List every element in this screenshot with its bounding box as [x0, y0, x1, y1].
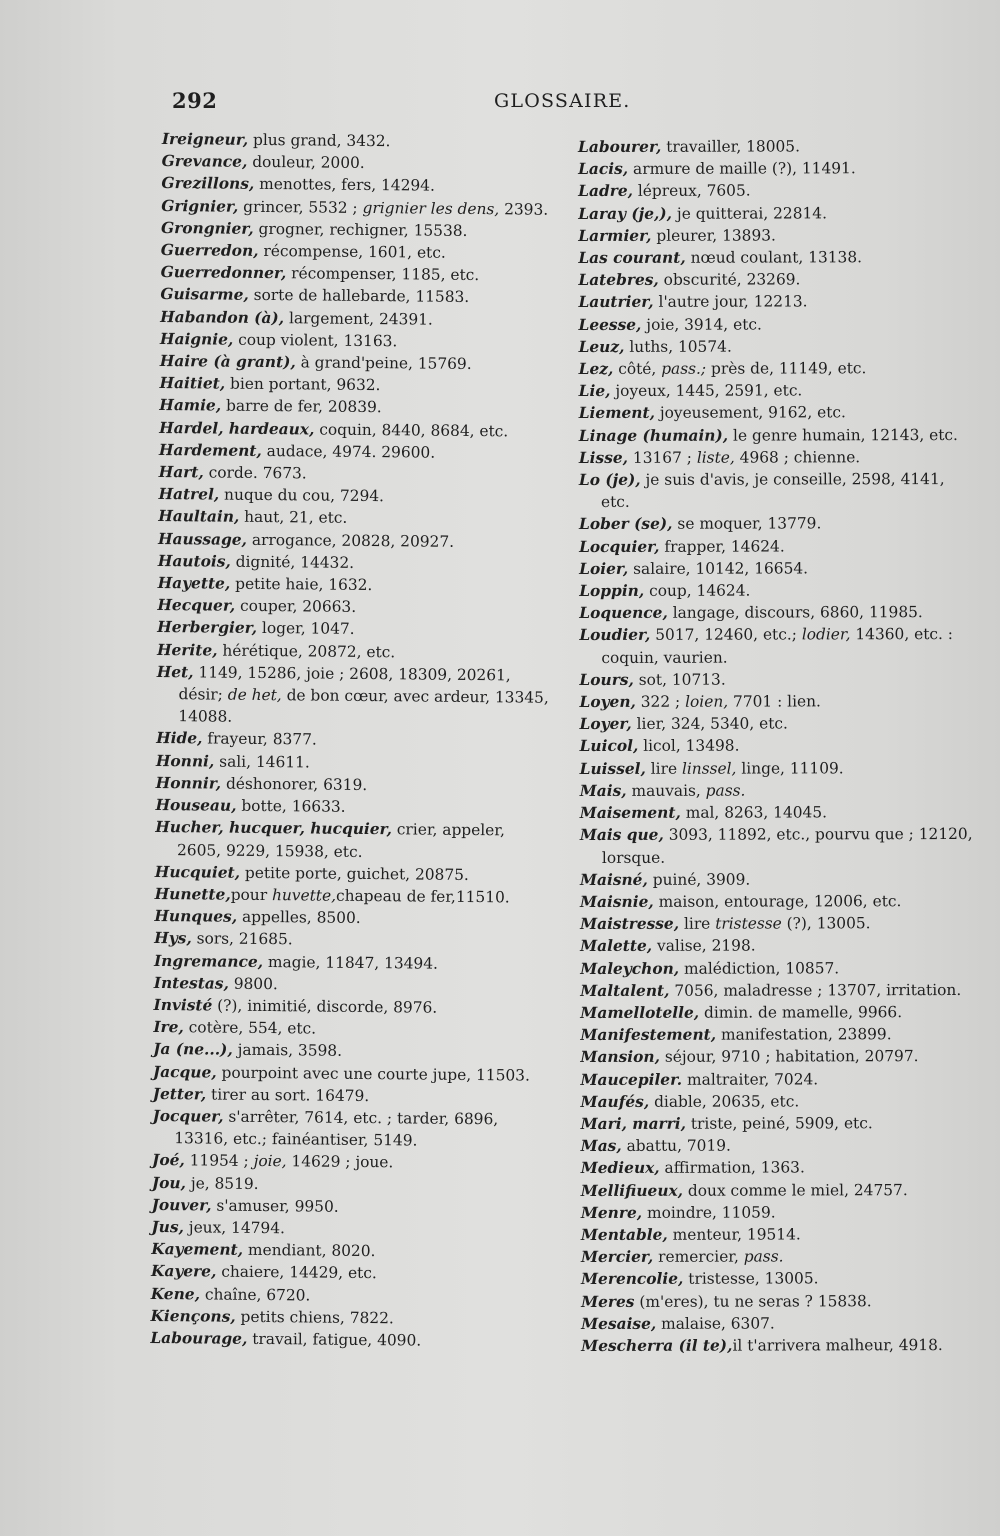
- glossary-entry: [580, 1067, 975, 1090]
- headword: Las courant,: [578, 248, 686, 268]
- definition: sot, 10713.: [633, 670, 726, 689]
- definition: je suis d'avis, je conseille, 2598, 4141, etc.: [600, 470, 945, 512]
- definition: lire: [679, 914, 716, 933]
- definition: diable, 20635, etc.: [649, 1092, 800, 1111]
- glossary-entry: [579, 335, 974, 358]
- headword: Loquence,: [579, 604, 668, 623]
- glossary-entry: [580, 757, 975, 780]
- glossary-entry: [581, 1267, 976, 1290]
- definition: haut, 21, etc.: [239, 508, 348, 528]
- glossary-entry: [155, 816, 550, 864]
- definition: 322 ;: [635, 692, 686, 711]
- glossary-entry: [150, 1327, 545, 1353]
- headword: Haultain,: [158, 507, 240, 527]
- variant-form: lodier,: [801, 625, 851, 644]
- headword: Grignier,: [161, 196, 239, 216]
- headword: Hys,: [154, 929, 192, 948]
- definition: 13167 ;: [627, 448, 697, 467]
- glossary-entry: [158, 505, 553, 531]
- headword: Luicol,: [579, 737, 639, 756]
- definition: petite haie, 1632.: [230, 574, 373, 595]
- definition: remercier,: [653, 1247, 744, 1266]
- headword: Mari, marri,: [580, 1114, 686, 1133]
- headword: Menre,: [580, 1203, 643, 1222]
- definition: mauvais,: [626, 781, 706, 800]
- headword: Mas,: [580, 1137, 622, 1156]
- glossary-entry: [579, 512, 974, 535]
- definition: se moquer, 13779.: [672, 514, 822, 534]
- glossary-entry: [578, 246, 973, 269]
- headword: Jus,: [151, 1217, 185, 1237]
- definition: 11954 ;: [184, 1151, 254, 1171]
- glossary-entry: [578, 179, 973, 202]
- headword: Laray (je,),: [578, 204, 673, 223]
- glossary-column-right: [578, 135, 976, 1357]
- glossary-entry: [580, 979, 975, 1002]
- definition: lier, 324, 5340, etc.: [631, 714, 788, 734]
- glossary-entry: [581, 1112, 976, 1135]
- definition: 14629 ; joue.: [286, 1152, 394, 1172]
- headword: Mais que,: [579, 826, 664, 845]
- glossary-entry: [581, 1334, 976, 1357]
- headword: Maucepiler.: [580, 1070, 683, 1089]
- definition: largement, 24391.: [284, 308, 433, 329]
- definition: couper, 20663.: [235, 596, 357, 617]
- headword: Haignie,: [159, 329, 234, 349]
- headword: Jocquer,: [152, 1106, 224, 1126]
- headword: Manifestement,: [580, 1025, 717, 1045]
- definition: langage, discours, 6860, 11985.: [667, 603, 923, 623]
- variant-form: liste,: [696, 448, 735, 467]
- headword: Maistresse,: [580, 914, 680, 934]
- definition: maison, entourage, 12006, etc.: [653, 892, 902, 911]
- headword: Mescherra (il te),: [581, 1336, 733, 1355]
- definition: arrogance, 20828, 20927.: [246, 530, 455, 551]
- definition: côté,: [613, 359, 662, 378]
- definition: jamais, 3598.: [232, 1041, 343, 1061]
- headword: Loyer,: [579, 715, 632, 734]
- definition: récompenser, 1185, etc.: [286, 264, 480, 285]
- definition: 7701 : lien.: [728, 692, 821, 711]
- headword: Lacis,: [578, 160, 629, 179]
- definition: 9800.: [228, 974, 278, 993]
- definition: menottes, fers, 14294.: [254, 175, 435, 196]
- definition: (?), 13005.: [781, 914, 871, 933]
- definition: tirer au sort. 16479.: [206, 1085, 370, 1105]
- glossary-entry: [579, 357, 974, 380]
- definition: magie, 11847, 13494.: [262, 952, 439, 973]
- glossary-entry: [578, 135, 973, 158]
- variant-form: tristesse: [715, 914, 782, 933]
- headword: Lez,: [578, 359, 614, 379]
- definition: maltraiter, 7024.: [682, 1069, 819, 1089]
- headword: Guerredon,: [160, 241, 259, 260]
- definition: douleur, 2000.: [247, 153, 365, 173]
- headword: Haire (à grant),: [159, 352, 296, 372]
- definition: menteur, 19514.: [667, 1225, 801, 1244]
- glossary-entry: [152, 1105, 547, 1153]
- definition: frapper, 14624.: [659, 537, 785, 556]
- definition: travailler, 18005.: [661, 137, 800, 156]
- headword: Maisné,: [579, 870, 648, 889]
- headword: Leuz,: [578, 337, 625, 356]
- variant-form: pass.: [743, 1247, 784, 1266]
- headword: Grezillons,: [161, 174, 255, 194]
- headword: Lisse,: [578, 448, 629, 467]
- glossary-entry: [579, 601, 974, 624]
- definition: armure de maille (?), 11491.: [628, 159, 856, 179]
- headword: Maltalent,: [580, 981, 670, 1000]
- glossary-entry: [580, 1045, 975, 1068]
- definition: grogner, rechigner, 15538.: [253, 219, 468, 240]
- headword: Mercier,: [580, 1247, 654, 1267]
- definition: travail, fatigue, 4090.: [247, 1329, 422, 1350]
- definition: pour: [230, 885, 273, 904]
- definition: mal, 8263, 14045.: [680, 803, 828, 822]
- glossary-entry: [581, 1179, 976, 1202]
- variant-form: pass.: [705, 781, 746, 800]
- definition: le genre humain, 12143, etc.: [728, 425, 958, 445]
- headword: Houseau,: [155, 796, 237, 815]
- glossary-entry: [154, 927, 549, 953]
- definition: joyeux, 1445, 2591, etc.: [610, 381, 803, 401]
- definition: dimin. de mamelle, 9966.: [699, 1003, 903, 1022]
- glossary-entry: [580, 912, 975, 935]
- headword: Hunques,: [154, 907, 238, 926]
- headword: Maufés,: [580, 1092, 650, 1111]
- headword: Joé,: [152, 1151, 185, 1170]
- headword: Lautrier,: [578, 293, 654, 312]
- definition: lépreux, 7605.: [632, 181, 751, 201]
- definition: à grand'peine, 15769.: [295, 353, 472, 374]
- glossary-entry: [579, 668, 974, 691]
- headword: Mais,: [579, 781, 627, 800]
- definition: 2393.: [499, 199, 549, 219]
- variant-form: huvette,: [271, 885, 337, 905]
- definition: mendiant, 8020.: [242, 1240, 376, 1261]
- definition: déshonorer, 6319.: [221, 774, 368, 794]
- definition: 14360, etc. : coquin, vaurien.: [601, 625, 954, 667]
- glossary-entry: [152, 1149, 547, 1175]
- glossary-entry: [580, 801, 975, 824]
- glossary-entry: [153, 1038, 548, 1064]
- definition: audace, 4974. 29600.: [261, 441, 436, 462]
- definition: hérétique, 20872, etc.: [217, 641, 396, 661]
- headword: Maisnie,: [579, 892, 654, 911]
- glossary-entry: [578, 290, 973, 313]
- definition: dignité, 14432.: [230, 552, 355, 572]
- definition: coup, 14624.: [644, 581, 751, 600]
- glossary-entry: [159, 394, 554, 420]
- definition: récompense, 1601, etc.: [258, 241, 446, 262]
- glossary-entry: [580, 934, 975, 957]
- headword: Mesaise,: [581, 1314, 657, 1333]
- definition: 3093, 11892, etc., pourvu que ; 12120, lorsque.: [601, 825, 973, 867]
- definition: botte, 16633.: [236, 796, 346, 816]
- headword: Mamellotelle,: [580, 1003, 700, 1022]
- headword: Grevance,: [161, 152, 248, 172]
- glossary-column-left: [150, 128, 557, 1353]
- glossary-entry: [579, 401, 974, 424]
- definition: pourpoint avec une courte jupe, 11503.: [216, 1063, 530, 1085]
- headword: Hautois,: [157, 551, 231, 571]
- running-title: GLOSSAIRE.: [494, 90, 631, 112]
- headword: Guerredonner,: [160, 263, 287, 283]
- definition: 1149, 15286, joie ; 2608, 18309, 20261, désir;: [178, 663, 511, 704]
- glossary-entry: [579, 690, 974, 713]
- headword: Hatrel,: [158, 485, 220, 504]
- headword: Habandon (à),: [160, 307, 285, 327]
- definition: linge, 11109.: [736, 758, 844, 778]
- glossary-entry: [581, 1245, 976, 1268]
- headword: Honnir,: [155, 773, 222, 793]
- headword: Ire,: [153, 1018, 184, 1037]
- glossary-entry: [580, 890, 975, 913]
- headword: Honni,: [155, 751, 215, 771]
- definition: manifestation, 23899.: [716, 1025, 892, 1044]
- definition: joyeusement, 9162, etc.: [654, 403, 846, 423]
- definition: 4968 ; chienne.: [734, 448, 861, 467]
- glossary-entry: [579, 623, 974, 668]
- headword: Leesse,: [578, 315, 642, 334]
- glossary-entry: [580, 823, 975, 868]
- glossary-entry: [580, 1090, 975, 1113]
- definition: sorte de hallebarde, 11583.: [248, 286, 470, 307]
- definition: grincer, 5532 ;: [238, 197, 363, 217]
- definition: petits chiens, 7822.: [235, 1307, 394, 1328]
- headword: Haussage,: [157, 529, 248, 549]
- glossary-entry: [578, 268, 973, 291]
- glossary-entry: [581, 1156, 976, 1179]
- headword: Merencolie,: [580, 1270, 684, 1289]
- headword: Lo (je),: [578, 470, 641, 490]
- glossary-entry: [579, 379, 974, 402]
- definition: loger, 1047.: [256, 619, 355, 639]
- definition: séjour, 9710 ; habitation, 20797.: [659, 1047, 919, 1067]
- headword: Jou,: [151, 1173, 187, 1192]
- definition: barre de fer, 20839.: [221, 397, 382, 417]
- definition: l'autre jour, 12213.: [653, 292, 808, 312]
- definition: frayeur, 8377.: [202, 729, 317, 749]
- definition: abattu, 7019.: [621, 1136, 731, 1156]
- headword: Hide,: [156, 729, 203, 748]
- definition: nuque du cou, 7294.: [219, 485, 385, 506]
- headword: Labourer,: [578, 137, 662, 156]
- headword: Ireigneur,: [161, 129, 249, 149]
- glossary-entry: [580, 712, 975, 735]
- headword: Linage (humain),: [578, 426, 729, 445]
- definition: moindre, 11059.: [642, 1203, 776, 1222]
- headword: Mansion,: [580, 1048, 660, 1067]
- headword: Hart,: [158, 463, 204, 482]
- definition: appelles, 8500.: [237, 907, 361, 928]
- definition: cotère, 554, etc.: [183, 1018, 317, 1038]
- headword: Jetter,: [152, 1084, 207, 1104]
- headword: Hardel, hardeaux,: [159, 418, 315, 439]
- headword: Liement,: [578, 404, 655, 423]
- glossary-entry: [579, 446, 974, 469]
- definition: lire: [645, 759, 682, 778]
- headword: Loier,: [579, 559, 629, 578]
- headword: Lours,: [579, 670, 634, 689]
- variant-form: linssel,: [681, 759, 737, 778]
- headword: Grongnier,: [160, 218, 254, 238]
- definition: coquin, 8440, 8684, etc.: [314, 420, 509, 440]
- headword: Medieux,: [580, 1159, 660, 1178]
- definition: pleurer, 13893.: [651, 226, 776, 245]
- definition: triste, peiné, 5909, etc.: [685, 1114, 873, 1133]
- definition: près de, 11149, etc.: [706, 359, 867, 378]
- definition: licol, 13498.: [638, 737, 740, 756]
- headword: Hucher, hucquer, hucquier,: [155, 818, 393, 839]
- glossary-entry: [580, 956, 975, 979]
- headword: Herbergier,: [157, 618, 258, 638]
- headword: Loudier,: [579, 626, 651, 645]
- headword: Herite,: [156, 640, 218, 660]
- headword: Mellifiueux,: [580, 1181, 684, 1200]
- definition: il t'arrivera malheur, 4918.: [732, 1336, 943, 1355]
- headword: Kayere,: [150, 1262, 217, 1281]
- headword: Ladre,: [578, 182, 633, 201]
- glossary-entry: [581, 1134, 976, 1157]
- definition: je quitterai, 22814.: [672, 203, 827, 223]
- headword: Hunette,: [154, 884, 231, 904]
- headword: Kiençons,: [150, 1306, 236, 1326]
- headword: Jacque,: [152, 1062, 217, 1082]
- definition: luths, 10574.: [624, 337, 732, 356]
- variant-form: loien,: [685, 692, 729, 711]
- definition: s'amuser, 9950.: [211, 1196, 339, 1216]
- glossary-entry: [579, 468, 974, 513]
- definition: petite porte, guichet, 20875.: [239, 863, 469, 884]
- headword: Malette,: [580, 937, 653, 956]
- headword: Meres: [581, 1292, 635, 1311]
- glossary-entry: [578, 157, 973, 180]
- glossary-entry: [579, 535, 974, 558]
- headword: Loyen,: [579, 692, 636, 712]
- definition: joie, 3914, etc.: [641, 315, 762, 334]
- glossary-entry: [580, 779, 975, 802]
- definition: sali, 14611.: [214, 752, 310, 772]
- headword: Hecquer,: [157, 596, 236, 615]
- definition: coup violent, 13163.: [233, 330, 398, 351]
- headword: Hucquiet,: [154, 862, 241, 882]
- variant-form: grignier les dens,: [362, 198, 500, 218]
- definition: plus grand, 3432.: [248, 130, 391, 151]
- definition: je, 8519.: [185, 1173, 259, 1193]
- variant-form: de het,: [227, 685, 282, 705]
- definition: chapeau de fer,11510.: [335, 886, 510, 907]
- glossary-entry: [579, 579, 974, 602]
- headword: Kayement,: [151, 1240, 244, 1259]
- definition: obscurité, 23269.: [658, 270, 801, 290]
- definition: de bon cœur, avec ardeur, 13345, 14088.: [178, 686, 549, 726]
- headword: Hamie,: [159, 396, 222, 416]
- headword: Loppin,: [579, 581, 645, 601]
- definition: puiné, 3909.: [647, 870, 751, 889]
- definition: s'arrêter, 7614, etc. ; tarder, 6896, 13316, etc.; fainéantiser, 5149.: [174, 1107, 499, 1150]
- headword: Intestas,: [153, 973, 229, 993]
- definition: chaiere, 14429, etc.: [216, 1262, 377, 1283]
- definition: nœud coulant, 13138.: [685, 248, 863, 267]
- definition: valise, 2198.: [652, 936, 756, 956]
- glossary-entry: [580, 868, 975, 891]
- glossary-entry: [151, 1260, 546, 1286]
- definition: doux comme le miel, 24757.: [683, 1180, 908, 1200]
- definition: jeux, 14794.: [183, 1218, 286, 1238]
- definition: malaise, 6307.: [656, 1314, 775, 1333]
- definition: 5017, 12460, etc.;: [650, 625, 802, 645]
- glossary-entry: [581, 1290, 976, 1313]
- headword: Locquier,: [579, 537, 660, 556]
- definition: tristesse, 13005.: [683, 1269, 819, 1289]
- variant-form: joie,: [253, 1152, 287, 1171]
- glossary-entry: [578, 313, 973, 336]
- glossary-entry: [581, 1223, 976, 1246]
- definition: malédiction, 10857.: [679, 958, 840, 978]
- definition: affirmation, 1363.: [659, 1158, 805, 1178]
- headword: Lober (se),: [578, 515, 673, 534]
- headword: Maisement,: [579, 803, 681, 823]
- glossary-entry: [578, 224, 973, 247]
- definition: 7056, maladresse ; 13707, irritation.: [669, 980, 962, 1000]
- glossary-entry: [156, 661, 552, 731]
- glossary-entry: [161, 172, 556, 198]
- headword: Hardement,: [158, 440, 262, 460]
- headword: Ingremance,: [153, 951, 264, 971]
- headword: Latebres,: [578, 271, 659, 290]
- glossary-entry: [580, 734, 975, 757]
- headword: Larmier,: [578, 226, 652, 245]
- glossary-entry: [581, 1312, 976, 1335]
- headword: Jouver,: [151, 1195, 212, 1215]
- definition: (?), inimitié, discorde, 8976.: [212, 996, 438, 1017]
- glossary-entry: [579, 557, 974, 580]
- headword: Luissel,: [579, 759, 646, 778]
- glossary-entry: [578, 202, 973, 225]
- page-header: [0, 88, 1000, 118]
- glossary-entry: [579, 424, 974, 447]
- glossary-entry: [580, 1001, 975, 1024]
- definition: sors, 21685.: [191, 929, 293, 949]
- headword: Haitiet,: [159, 374, 226, 393]
- glossary-entry: [160, 283, 555, 309]
- headword: Hayette,: [157, 574, 231, 593]
- glossary-entry: [580, 1023, 975, 1046]
- headword: Mentable,: [580, 1225, 668, 1244]
- headword: Labourage,: [150, 1328, 248, 1348]
- definition: salaire, 10142, 16654.: [628, 559, 809, 578]
- headword: Kene,: [150, 1284, 201, 1303]
- definition: (m'eres), tu ne seras ? 15838.: [634, 1291, 872, 1311]
- variant-form: pass.;: [661, 359, 707, 378]
- definition: chaîne, 6720.: [199, 1284, 311, 1305]
- definition: crier, appeler, 2605, 9229, 15938, etc.: [176, 820, 505, 861]
- headword: Het,: [156, 662, 194, 682]
- glossary-entry: [581, 1201, 976, 1224]
- headword: Lie,: [578, 382, 611, 401]
- headword: Ja (ne...),: [153, 1040, 233, 1060]
- definition: bien portant, 9632.: [225, 374, 381, 395]
- definition: corde. 7673.: [203, 463, 307, 483]
- headword: Invisté: [153, 995, 213, 1015]
- headword: Maleychon,: [580, 959, 680, 978]
- page-number: 292: [172, 88, 218, 113]
- headword: Guisarme,: [160, 285, 249, 305]
